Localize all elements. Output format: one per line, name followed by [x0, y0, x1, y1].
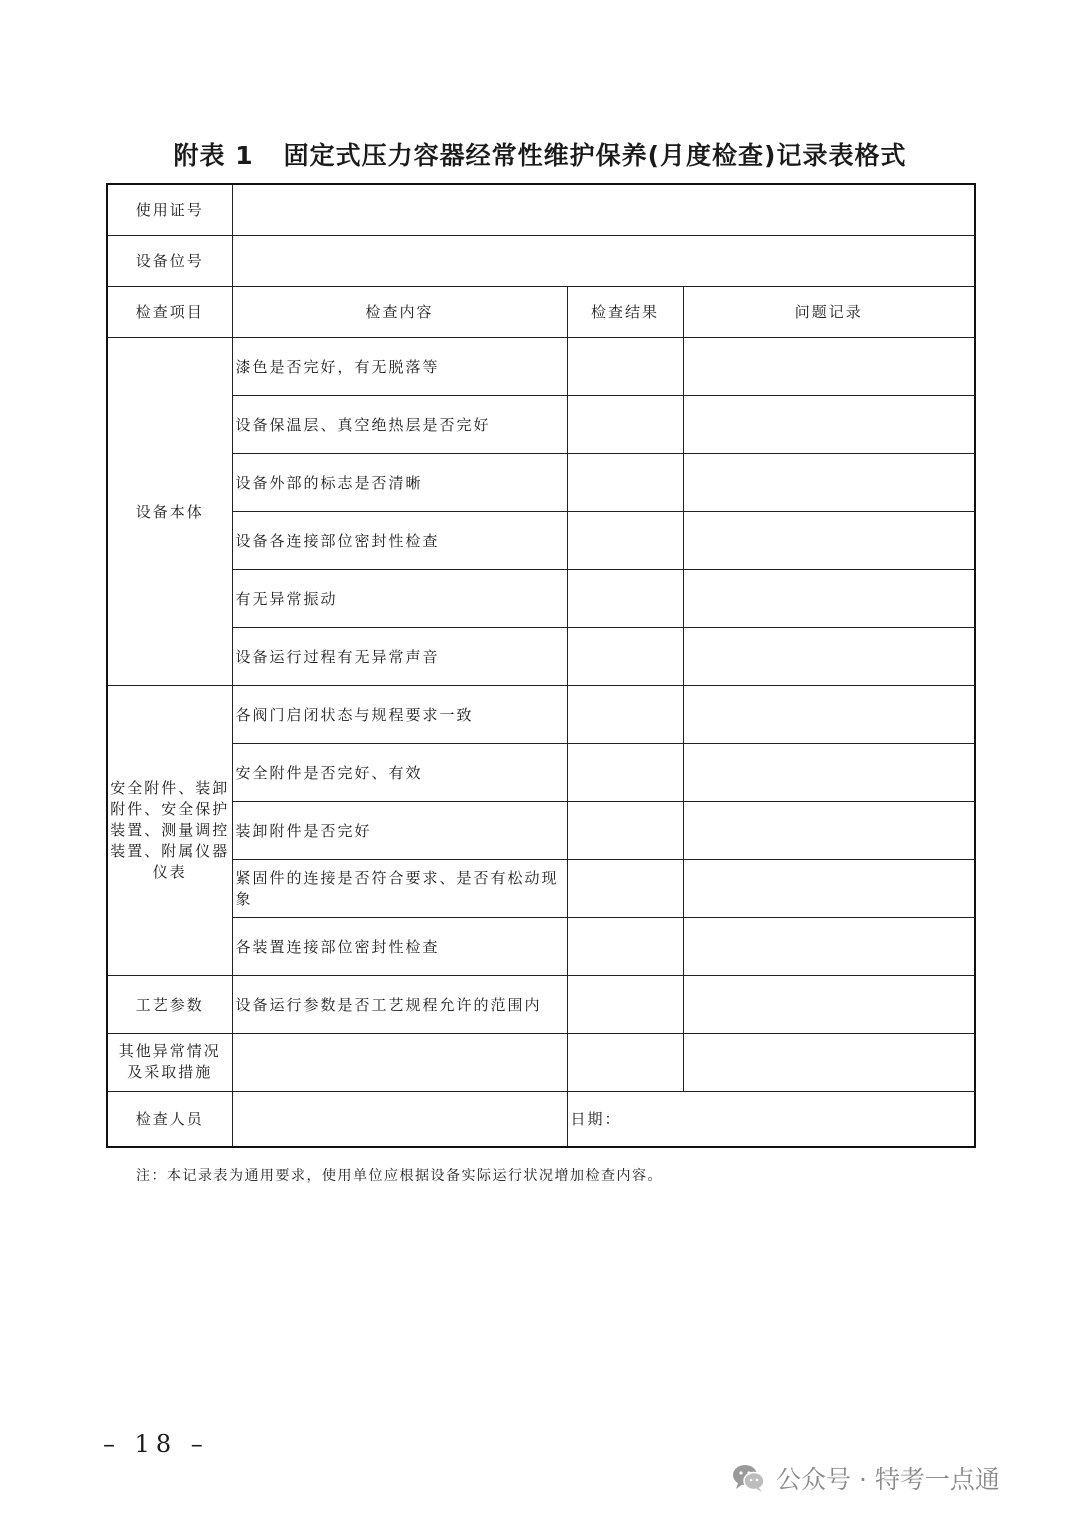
inspection-record-table: [106, 183, 976, 1148]
result-cell[interactable]: [567, 337, 683, 395]
group-process-label: 工艺参数: [107, 975, 232, 1033]
result-cell[interactable]: [567, 801, 683, 859]
use-cert-row: [107, 184, 975, 235]
check-content: 设备运行过程有无异常声音: [232, 627, 567, 685]
table-row: [107, 801, 975, 859]
issue-cell[interactable]: [683, 743, 975, 801]
table-row: [107, 627, 975, 685]
table-row: [107, 685, 975, 743]
inspector-label: 检查人员: [107, 1091, 232, 1147]
check-content: 设备保温层、真空绝热层是否完好: [232, 395, 567, 453]
issue-cell[interactable]: [683, 395, 975, 453]
result-cell[interactable]: [567, 627, 683, 685]
table-row: [107, 511, 975, 569]
check-content: 有无异常振动: [232, 569, 567, 627]
issue-cell[interactable]: [683, 685, 975, 743]
inspector-row: [107, 1091, 975, 1147]
table-row: [107, 917, 975, 975]
equip-position-label: 设备位号: [107, 235, 232, 286]
equip-position-field[interactable]: [232, 235, 975, 286]
issue-cell[interactable]: [683, 801, 975, 859]
result-cell[interactable]: [567, 859, 683, 917]
check-content: 各装置连接部位密封性检查: [232, 917, 567, 975]
check-content: 漆色是否完好，有无脱落等: [232, 337, 567, 395]
table-row: [107, 1033, 975, 1091]
date-label: 日期：: [570, 1110, 622, 1129]
header-item: 检查项目: [107, 286, 232, 337]
inspector-field[interactable]: [232, 1091, 567, 1147]
check-content[interactable]: [232, 1033, 567, 1091]
table-row: [107, 569, 975, 627]
use-cert-label: 使用证号: [107, 184, 232, 235]
result-cell[interactable]: [567, 743, 683, 801]
equip-position-row: [107, 235, 975, 286]
check-content: 各阀门启闭状态与规程要求一致: [232, 685, 567, 743]
check-content: 紧固件的连接是否符合要求、是否有松动现象: [232, 859, 567, 917]
issue-cell[interactable]: [683, 337, 975, 395]
result-cell[interactable]: [567, 1033, 683, 1091]
result-cell[interactable]: [567, 685, 683, 743]
result-cell[interactable]: [567, 511, 683, 569]
result-cell[interactable]: [567, 917, 683, 975]
table-row: [107, 453, 975, 511]
page-title: [0, 136, 1080, 172]
issue-cell[interactable]: [683, 1033, 975, 1091]
header-row: [107, 286, 975, 337]
issue-cell[interactable]: [683, 453, 975, 511]
check-content: 安全附件是否完好、有效: [232, 743, 567, 801]
watermark-text: 公众号 · 特考一点通: [776, 1465, 1000, 1494]
table-row: [107, 859, 975, 917]
result-cell[interactable]: [567, 569, 683, 627]
title-main: 固定式压力容器经常性维护保养(月度检查)记录表格式: [283, 141, 907, 170]
table-row: [107, 395, 975, 453]
header-issue: 问题记录: [683, 286, 975, 337]
date-field[interactable]: [567, 1091, 975, 1147]
table-row: [107, 337, 975, 395]
issue-cell[interactable]: [683, 511, 975, 569]
check-content: 设备运行参数是否工艺规程允许的范围内: [232, 975, 567, 1033]
issue-cell[interactable]: [683, 569, 975, 627]
issue-cell[interactable]: [683, 975, 975, 1033]
issue-cell[interactable]: [683, 859, 975, 917]
group-other-label: 其他异常情况及采取措施: [107, 1033, 232, 1091]
footnote: 注：本记录表为通用要求，使用单位应根据设备实际运行状况增加检查内容。: [136, 1168, 663, 1184]
issue-cell[interactable]: [683, 917, 975, 975]
issue-cell[interactable]: [683, 627, 975, 685]
group-body-label: 设备本体: [107, 337, 232, 685]
header-content: 检查内容: [232, 286, 567, 337]
check-content: 装卸附件是否完好: [232, 801, 567, 859]
result-cell[interactable]: [567, 453, 683, 511]
wechat-icon: [732, 1464, 766, 1492]
header-result: 检查结果: [567, 286, 683, 337]
page-number: – 18 –: [103, 1430, 209, 1458]
group-safety-label: 安全附件、装卸附件、安全保护装置、测量调控装置、附属仪器仪表: [107, 685, 232, 975]
check-content: 设备各连接部位密封性检查: [232, 511, 567, 569]
result-cell[interactable]: [567, 975, 683, 1033]
wechat-watermark: [732, 1460, 1000, 1496]
check-content: 设备外部的标志是否清晰: [232, 453, 567, 511]
result-cell[interactable]: [567, 395, 683, 453]
table-row: [107, 743, 975, 801]
use-cert-field[interactable]: [232, 184, 975, 235]
table-row: [107, 975, 975, 1033]
title-prefix: 附表 1: [173, 141, 254, 170]
